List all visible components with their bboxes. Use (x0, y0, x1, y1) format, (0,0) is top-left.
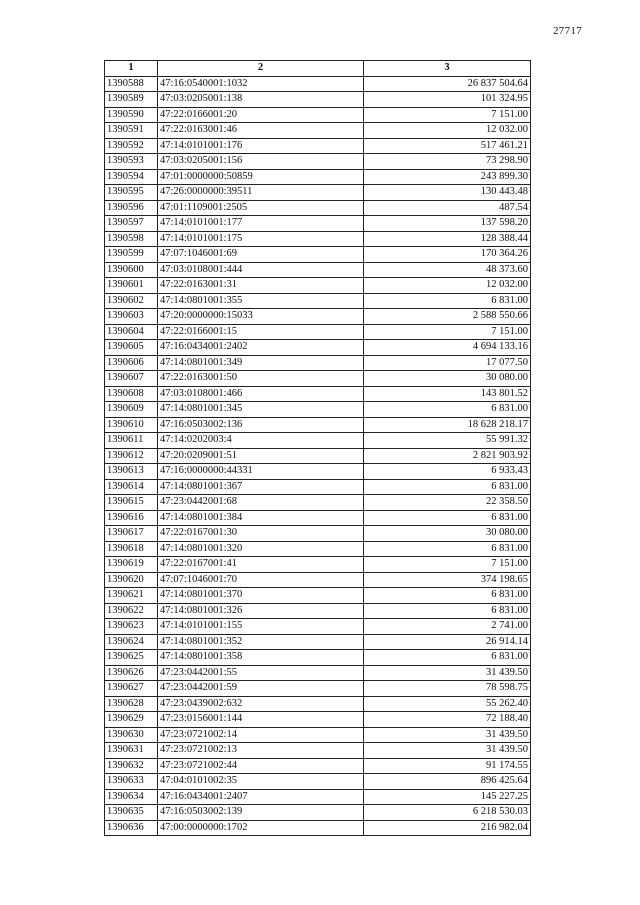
table-row (105, 541, 531, 557)
cadastral-number-cell: 47:22:0163001:50 (158, 371, 364, 387)
amount-cell: 145 227.25 (364, 789, 531, 805)
row-number-cell: 1390635 (105, 805, 158, 821)
row-number-cell: 1390628 (105, 696, 158, 712)
table-row (105, 712, 531, 728)
row-number-cell: 1390633 (105, 774, 158, 790)
cadastral-number-cell: 47:14:0801001:355 (158, 293, 364, 309)
cadastral-number-cell: 47:01:1109001:2505 (158, 200, 364, 216)
amount-cell: 6 218 530.03 (364, 805, 531, 821)
table-row (105, 495, 531, 511)
row-number-cell: 1390589 (105, 92, 158, 108)
row-number-cell: 1390614 (105, 479, 158, 495)
row-number-cell: 1390597 (105, 216, 158, 232)
amount-cell: 26 837 504.64 (364, 76, 531, 92)
amount-cell: 2 741.00 (364, 619, 531, 635)
amount-cell: 487.54 (364, 200, 531, 216)
amount-cell: 6 831.00 (364, 603, 531, 619)
amount-cell: 6 831.00 (364, 541, 531, 557)
table-row (105, 696, 531, 712)
cadastral-number-cell: 47:14:0101001:176 (158, 138, 364, 154)
amount-cell: 6 831.00 (364, 650, 531, 666)
row-number-cell: 1390631 (105, 743, 158, 759)
table-row (105, 433, 531, 449)
amount-cell: 6 831.00 (364, 402, 531, 418)
table-row (105, 371, 531, 387)
amount-cell: 12 032.00 (364, 123, 531, 139)
table-row (105, 774, 531, 790)
row-number-cell: 1390620 (105, 572, 158, 588)
table-row (105, 603, 531, 619)
row-number-cell: 1390592 (105, 138, 158, 154)
cadastral-number-cell: 47:16:0434001:2402 (158, 340, 364, 356)
table-row (105, 293, 531, 309)
row-number-cell: 1390618 (105, 541, 158, 557)
row-number-cell: 1390607 (105, 371, 158, 387)
amount-cell: 12 032.00 (364, 278, 531, 294)
cadastral-number-cell: 47:01:0000000:50859 (158, 169, 364, 185)
amount-cell: 31 439.50 (364, 727, 531, 743)
table-header-row (105, 61, 531, 77)
cadastral-number-cell: 47:14:0801001:358 (158, 650, 364, 666)
cadastral-number-cell: 47:23:0721002:44 (158, 758, 364, 774)
table-row (105, 681, 531, 697)
cadastral-number-cell: 47:14:0801001:352 (158, 634, 364, 650)
amount-cell: 30 080.00 (364, 526, 531, 542)
cadastral-number-cell: 47:23:0439002:632 (158, 696, 364, 712)
row-number-cell: 1390613 (105, 464, 158, 480)
row-number-cell: 1390611 (105, 433, 158, 449)
amount-cell: 128 388.44 (364, 231, 531, 247)
cadastral-number-cell: 47:04:0101002:35 (158, 774, 364, 790)
amount-cell: 78 598.75 (364, 681, 531, 697)
table-row (105, 510, 531, 526)
cadastral-number-cell: 47:03:0205001:156 (158, 154, 364, 170)
row-number-cell: 1390626 (105, 665, 158, 681)
row-number-cell: 1390621 (105, 588, 158, 604)
table-row (105, 107, 531, 123)
row-number-cell: 1390595 (105, 185, 158, 201)
cadastral-number-cell: 47:00:0000000:1702 (158, 820, 364, 836)
table-row (105, 340, 531, 356)
amount-cell: 30 080.00 (364, 371, 531, 387)
table-row (105, 572, 531, 588)
amount-cell: 6 831.00 (364, 588, 531, 604)
table-row (105, 324, 531, 340)
row-number-cell: 1390602 (105, 293, 158, 309)
amount-cell: 137 598.20 (364, 216, 531, 232)
table-row (105, 92, 531, 108)
row-number-cell: 1390594 (105, 169, 158, 185)
data-table (104, 60, 531, 836)
amount-cell: 101 324.95 (364, 92, 531, 108)
amount-cell: 216 982.04 (364, 820, 531, 836)
cadastral-number-cell: 47:16:0540001:1032 (158, 76, 364, 92)
amount-cell: 55 262.40 (364, 696, 531, 712)
cadastral-number-cell: 47:23:0721002:13 (158, 743, 364, 759)
table-row (105, 262, 531, 278)
table-row (105, 76, 531, 92)
amount-cell: 4 694 133.16 (364, 340, 531, 356)
table-row (105, 588, 531, 604)
row-number-cell: 1390615 (105, 495, 158, 511)
amount-cell: 6 933.43 (364, 464, 531, 480)
row-number-cell: 1390636 (105, 820, 158, 836)
table-row (105, 805, 531, 821)
cadastral-number-cell: 47:07:1046001:70 (158, 572, 364, 588)
cadastral-number-cell: 47:03:0205001:138 (158, 92, 364, 108)
amount-cell: 22 358.50 (364, 495, 531, 511)
row-number-cell: 1390617 (105, 526, 158, 542)
row-number-cell: 1390605 (105, 340, 158, 356)
row-number-cell: 1390625 (105, 650, 158, 666)
table-row (105, 402, 531, 418)
row-number-cell: 1390593 (105, 154, 158, 170)
cadastral-number-cell: 47:14:0801001:349 (158, 355, 364, 371)
row-number-cell: 1390630 (105, 727, 158, 743)
page-number: 27717 (553, 25, 582, 37)
cadastral-number-cell: 47:16:0000000:44331 (158, 464, 364, 480)
row-number-cell: 1390609 (105, 402, 158, 418)
table-row (105, 526, 531, 542)
cadastral-number-cell: 47:22:0167001:30 (158, 526, 364, 542)
cadastral-number-cell: 47:23:0156001:144 (158, 712, 364, 728)
amount-cell: 2 588 550.66 (364, 309, 531, 325)
row-number-cell: 1390624 (105, 634, 158, 650)
table-row (105, 789, 531, 805)
cadastral-number-cell: 47:26:0000000:39511 (158, 185, 364, 201)
cadastral-number-cell: 47:16:0434001:2407 (158, 789, 364, 805)
amount-cell: 7 151.00 (364, 107, 531, 123)
cadastral-number-cell: 47:14:0801001:367 (158, 479, 364, 495)
table-row (105, 123, 531, 139)
table-row (105, 138, 531, 154)
amount-cell: 31 439.50 (364, 743, 531, 759)
table-body (105, 76, 531, 836)
cadastral-number-cell: 47:22:0166001:20 (158, 107, 364, 123)
table-row (105, 727, 531, 743)
table-row (105, 154, 531, 170)
cadastral-number-cell: 47:14:0801001:320 (158, 541, 364, 557)
table-row (105, 479, 531, 495)
table-row (105, 820, 531, 836)
amount-cell: 7 151.00 (364, 324, 531, 340)
table-row (105, 650, 531, 666)
cadastral-number-cell: 47:14:0801001:370 (158, 588, 364, 604)
cadastral-number-cell: 47:14:0202003:4 (158, 433, 364, 449)
amount-cell: 26 914.14 (364, 634, 531, 650)
table-row (105, 758, 531, 774)
row-number-cell: 1390608 (105, 386, 158, 402)
table-row (105, 417, 531, 433)
amount-cell: 896 425.64 (364, 774, 531, 790)
cadastral-number-cell: 47:20:0000000:15033 (158, 309, 364, 325)
table-row (105, 247, 531, 263)
row-number-cell: 1390588 (105, 76, 158, 92)
cadastral-number-cell: 47:14:0801001:384 (158, 510, 364, 526)
row-number-cell: 1390598 (105, 231, 158, 247)
row-number-cell: 1390600 (105, 262, 158, 278)
table-row (105, 200, 531, 216)
table-row (105, 619, 531, 635)
cadastral-number-cell: 47:16:0503002:136 (158, 417, 364, 433)
cadastral-number-cell: 47:07:1046001:69 (158, 247, 364, 263)
cadastral-number-cell: 47:14:0801001:326 (158, 603, 364, 619)
cadastral-number-cell: 47:22:0163001:31 (158, 278, 364, 294)
table-row (105, 743, 531, 759)
row-number-cell: 1390599 (105, 247, 158, 263)
row-number-cell: 1390591 (105, 123, 158, 139)
row-number-cell: 1390603 (105, 309, 158, 325)
table-row (105, 309, 531, 325)
row-number-cell: 1390604 (105, 324, 158, 340)
amount-cell: 170 364.26 (364, 247, 531, 263)
row-number-cell: 1390619 (105, 557, 158, 573)
row-number-cell: 1390596 (105, 200, 158, 216)
amount-cell: 91 174.55 (364, 758, 531, 774)
amount-cell: 31 439.50 (364, 665, 531, 681)
row-number-cell: 1390601 (105, 278, 158, 294)
table-row (105, 557, 531, 573)
cadastral-number-cell: 47:14:0801001:345 (158, 402, 364, 418)
row-number-cell: 1390627 (105, 681, 158, 697)
amount-cell: 55 991.32 (364, 433, 531, 449)
amount-cell: 6 831.00 (364, 479, 531, 495)
amount-cell: 73 298.90 (364, 154, 531, 170)
table-row (105, 386, 531, 402)
cadastral-number-cell: 47:20:0209001:51 (158, 448, 364, 464)
cadastral-number-cell: 47:14:0101001:175 (158, 231, 364, 247)
cadastral-number-cell: 47:23:0442001:55 (158, 665, 364, 681)
row-number-cell: 1390612 (105, 448, 158, 464)
row-number-cell: 1390606 (105, 355, 158, 371)
cadastral-number-cell: 47:14:0101001:177 (158, 216, 364, 232)
table-row (105, 634, 531, 650)
table-row (105, 216, 531, 232)
cadastral-number-cell: 47:23:0442001:68 (158, 495, 364, 511)
amount-cell: 517 461.21 (364, 138, 531, 154)
table-row (105, 464, 531, 480)
amount-cell: 17 077.50 (364, 355, 531, 371)
cadastral-number-cell: 47:22:0166001:15 (158, 324, 364, 340)
amount-cell: 2 821 903.92 (364, 448, 531, 464)
column-header-1: 1 (105, 61, 158, 77)
cadastral-number-cell: 47:14:0101001:155 (158, 619, 364, 635)
amount-cell: 243 899.30 (364, 169, 531, 185)
table-row (105, 169, 531, 185)
table-row (105, 665, 531, 681)
table-row (105, 231, 531, 247)
column-header-3: 3 (364, 61, 531, 77)
cadastral-number-cell: 47:22:0163001:46 (158, 123, 364, 139)
row-number-cell: 1390634 (105, 789, 158, 805)
amount-cell: 7 151.00 (364, 557, 531, 573)
cadastral-number-cell: 47:03:0108001:444 (158, 262, 364, 278)
table-row (105, 278, 531, 294)
cadastral-number-cell: 47:03:0108001:466 (158, 386, 364, 402)
amount-cell: 48 373.60 (364, 262, 531, 278)
table-row (105, 448, 531, 464)
cadastral-number-cell: 47:16:0503002:139 (158, 805, 364, 821)
row-number-cell: 1390622 (105, 603, 158, 619)
row-number-cell: 1390623 (105, 619, 158, 635)
row-number-cell: 1390610 (105, 417, 158, 433)
amount-cell: 130 443.48 (364, 185, 531, 201)
row-number-cell: 1390632 (105, 758, 158, 774)
amount-cell: 6 831.00 (364, 510, 531, 526)
row-number-cell: 1390629 (105, 712, 158, 728)
amount-cell: 72 188.40 (364, 712, 531, 728)
cadastral-number-cell: 47:23:0721002:14 (158, 727, 364, 743)
row-number-cell: 1390616 (105, 510, 158, 526)
table-row (105, 355, 531, 371)
column-header-2: 2 (158, 61, 364, 77)
cadastral-number-cell: 47:23:0442001:59 (158, 681, 364, 697)
table-row (105, 185, 531, 201)
cadastral-number-cell: 47:22:0167001:41 (158, 557, 364, 573)
amount-cell: 374 198.65 (364, 572, 531, 588)
amount-cell: 6 831.00 (364, 293, 531, 309)
amount-cell: 143 801.52 (364, 386, 531, 402)
row-number-cell: 1390590 (105, 107, 158, 123)
amount-cell: 18 628 218.17 (364, 417, 531, 433)
